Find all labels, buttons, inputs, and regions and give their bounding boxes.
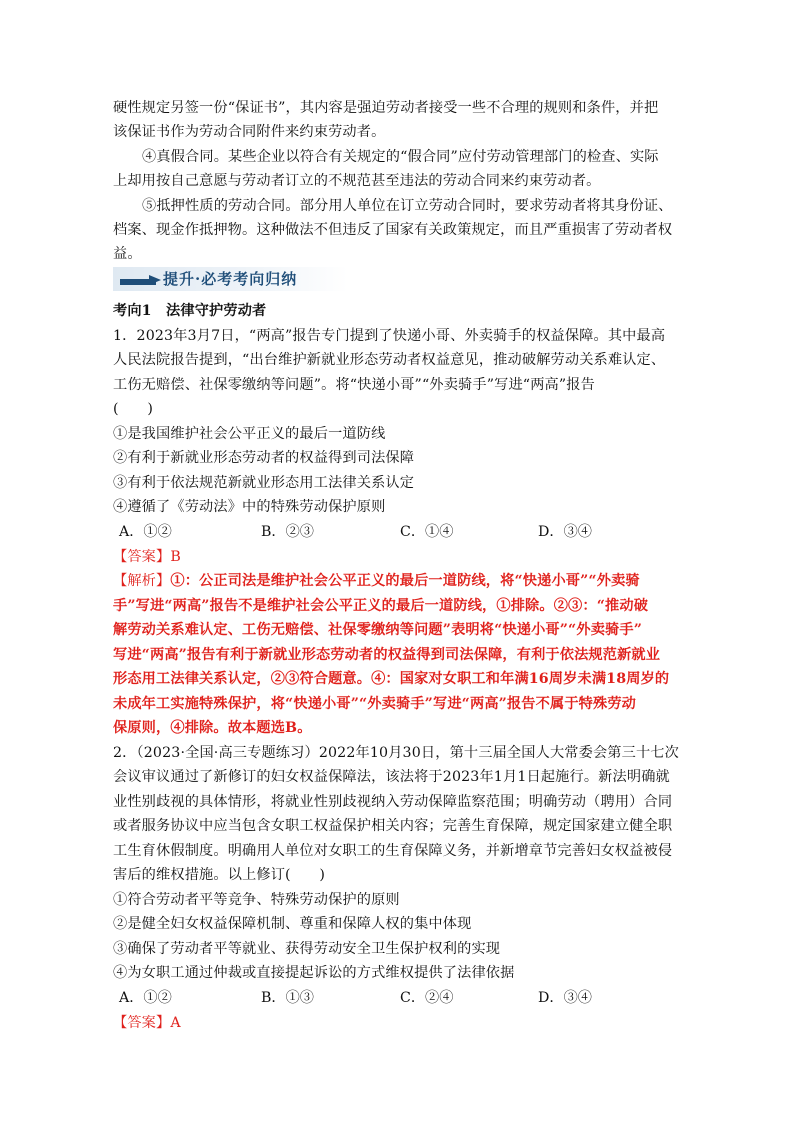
q1-analysis-line-5: 形态用工法律关系认定，②③符合题意。④：国家对女职工和年满16周岁未满18周岁的 [113,671,670,687]
q2-statement-4: ④为女职工通过仲裁或直接提起诉讼的方式维权提供了法律依据 [113,965,515,981]
q2-statement-2: ②是健全妇女权益保障机制、尊重和保障人权的集中体现 [113,916,472,932]
q1-statement-4: ④遵循了《劳动法》中的特殊劳动保护原则 [113,499,386,515]
q1-statement-1: ①是我国维护社会公平正义的最后一道防线 [113,426,386,442]
intro-line-7: 益。 [113,246,142,262]
banner-arrow-icon [149,275,161,285]
q2-stem-line-2: 会议审议通过了新修订的妇女权益保障法，该法将于2023年1月1日起施行。新法明确就 [113,769,670,785]
q1-statement-3: ③有利于依法规范新就业形态用工法律关系认定 [113,475,415,491]
q1-stem-line-3: 工伤无赔偿、社保零缴纳等问题”。将“快递小哥”“外卖骑手”写进“两高”报告 [113,377,595,393]
q2-option-a: A．①② [119,990,172,1006]
intro-item-5: ⑤抵押性质的劳动合同。部分用人单位在订立劳动合同时，要求劳动者将其身份证、 [142,198,673,214]
q2-answer-value: A [170,1015,181,1031]
q1-option-d: D．③④ [538,524,592,540]
q2-stem-line-5: 工生育休假制度。明确用人单位对女职工的生育保障义务，并新增章节完善妇女权益被侵 [113,843,673,859]
q2-stem-line-4: 或者服务协议中应当包含女职工权益保护相关内容；完善生育保障，规定国家建立健全职 [113,818,673,834]
q1-analysis-line-7: 保原则，④排除。故本题选B。 [113,720,312,736]
q2-option-d: D．③④ [538,990,592,1006]
intro-line-4: 上却用按自己意愿与劳动者订立的不规范甚至违法的劳动合同来约束劳动者。 [113,173,601,189]
q1-stem-line-2: 人民法院报告提到，“出台维护新就业形态劳动者权益意见，推动破解劳动关系难认定、 [113,352,666,368]
intro-line-2: 该保证书作为劳动合同附件来约束劳动者。 [113,124,386,140]
q1-option-b: B．②③ [261,524,314,540]
banner-title: 提升·必考考向归纳 [163,270,298,288]
q1-analysis-text-1: ①：公正司法是维护社会公平正义的最后一道防线，将“快递小哥”“外卖骑 [170,573,640,589]
section-title: 考向1 法律守护劳动者 [113,303,267,319]
q1-answer-value: B [170,549,181,565]
q2-option-b: B．①③ [261,990,314,1006]
q1-option-c: C．①④ [400,524,454,540]
q2-stem-line-3: 业性别歧视的具体情形，将就业性别歧视纳入劳动保障监察范围；明确劳动（聘用）合同 [113,794,673,810]
q1-stem-line-4: ( ) [113,401,154,417]
q1-statement-2: ②有利于新就业形态劳动者的权益得到司法保障 [113,450,415,466]
intro-item-4: ④真假合同。某些企业以符合有关规定的“假合同”应付劳动管理部门的检查、实际 [142,149,659,165]
q2-statement-3: ③确保了劳动者平等就业、获得劳动安全卫生保护权利的实现 [113,941,501,957]
q2-stem-line-1: 2．（2023·全国·高三专题练习）2022年10月30日，第十三届全国人大常委会第三十七次 [113,745,679,761]
intro-line-1: 硬性规定另签一份“保证书”，其内容是强迫劳动者接受一些不合理的规则和条件，并把 [113,100,659,116]
q1-analysis-line-2: 手”写进“两高”报告不是维护社会公平正义的最后一道防线，①排除。②③：“推动破 [113,598,649,614]
q1-analysis-line-1 [113,570,693,592]
q2-option-c: C．②④ [400,990,454,1006]
q1-analysis-line-3: 解劳动关系难认定、工伤无赔偿、社保零缴纳等问题”表明将“快递小哥”“外卖骑手” [113,622,643,638]
q1-analysis-line-4: 写进“两高”报告有利于新就业形态劳动者的权益得到司法保障，有利于依法规范新就业 [113,647,661,663]
q2-answer-tag: 【答案】 [113,1015,171,1031]
q1-stem-line-1: 1．2023年3月7日，“两高”报告专门提到了快递小哥、外卖骑手的权益保障。其中最高 [113,328,666,344]
intro-line-6: 档案、现金作抵押物。这种做法不但违反了国家有关政策规定，而且严重损害了劳动者权 [113,222,673,238]
q2-stem-line-6: 害后的维权措施。以上修订( ) [113,867,326,883]
section-banner [113,267,348,291]
q1-option-a: A．①② [119,524,172,540]
q2-statement-1: ①符合劳动者平等竞争、特殊劳动保护的原则 [113,892,400,908]
q1-analysis-tag: 【解析】 [113,573,171,589]
q1-analysis-line-6: 未成年工实施特殊保护，将“快递小哥”“外卖骑手”写进“两高”报告不属于特殊劳动 [113,696,637,712]
q1-answer-tag: 【答案】 [113,549,171,565]
q2-answer [113,1012,693,1034]
q1-answer [113,546,693,568]
